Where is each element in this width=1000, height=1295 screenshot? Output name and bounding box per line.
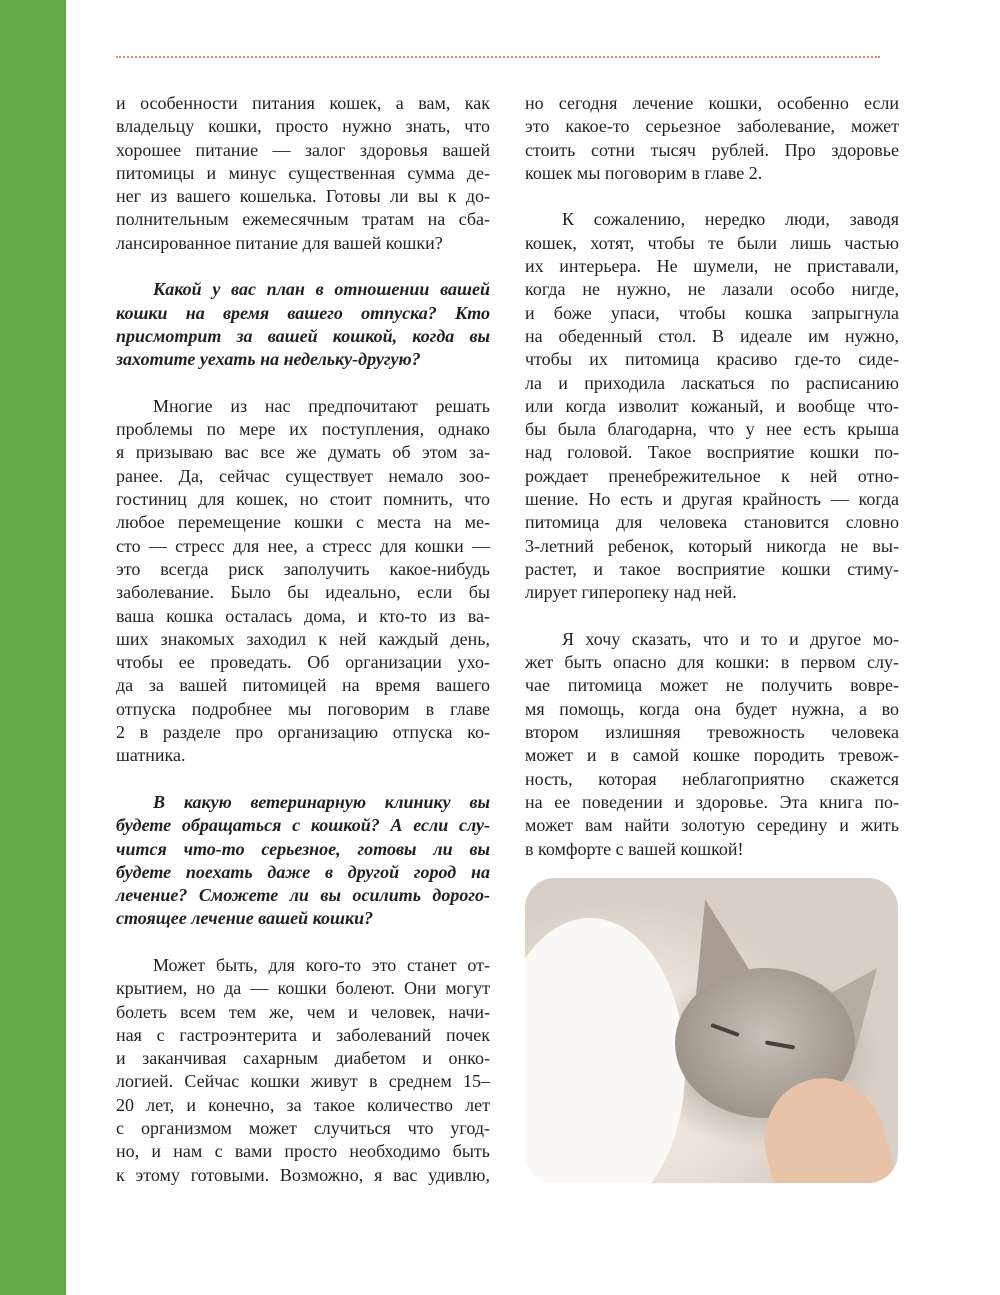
- question-paragraph: [116, 278, 490, 371]
- text-line: лечение? Сможете ли вы осилить дорого-: [116, 885, 490, 906]
- text-line: кошек, хотят, чтобы те были лишь частью: [525, 232, 899, 253]
- text-line: питомица для человека становится словно: [525, 512, 899, 533]
- text-line: ранее. Да, сейчас существует немало зоо-: [116, 465, 490, 486]
- photo-sleeve: [525, 918, 685, 1183]
- text-line: к этому готовыми. Возможно, я вас удивлю,: [116, 1164, 490, 1185]
- text-line: кошек мы поговорим в главе 2.: [525, 162, 763, 183]
- text-line: крытием, но да — кошки болеют. Они могут: [116, 978, 490, 999]
- text-line: с организмом может случиться что угод-: [116, 1118, 490, 1139]
- cat-photo: [525, 878, 898, 1183]
- question-paragraph: [116, 791, 490, 931]
- text-line: чтобы их питомица красиво где-то сиде-: [525, 349, 899, 370]
- text-line: К сожалению, нередко люди, заводя: [562, 209, 899, 230]
- text-line: втором излишняя тревожность человека: [525, 722, 899, 743]
- text-line: 3-летний ребенок, который никогда не вы-: [525, 535, 899, 556]
- text-line: да за вашей питомицей на время вашего: [116, 675, 490, 696]
- text-line: но, и нам с вами просто необходимо быть: [116, 1141, 490, 1162]
- text-line: и боже упаси, чтобы кошка запрыгнула: [525, 302, 899, 323]
- text-line: Какой у вас план в отношении вашей: [153, 279, 490, 300]
- text-line: шатника.: [116, 745, 186, 766]
- green-side-bar: [0, 0, 66, 1295]
- body-paragraph: [525, 92, 899, 185]
- text-line: и заканчивая сахарным диабетом и онко-: [116, 1048, 490, 1069]
- text-line: может и в самой кошке породить тревож-: [525, 745, 899, 766]
- dotted-header-rule: [116, 56, 880, 58]
- text-line: будете поехать даже в другой город на: [116, 861, 490, 882]
- text-line: чтобы ее проведать. Об организации ухо-: [116, 652, 490, 673]
- text-line: 2 в разделе про организацию отпуска ко-: [116, 722, 490, 743]
- text-line: шение. Но есть и другая крайность — когда: [525, 489, 899, 510]
- text-line: это всегда риск заполучить какое-нибудь: [116, 558, 490, 579]
- text-line: их интерьера. Не шумели, не приставали,: [525, 256, 899, 277]
- text-line: ла и приходила ласкаться по расписанию: [525, 372, 899, 393]
- left-text-column: [116, 92, 490, 1210]
- text-line: лирует гиперопеку над ней.: [525, 582, 737, 603]
- text-line: сто — стресс для нее, а стресс для кошки —: [116, 535, 490, 556]
- text-line: проблемы по мере их поступления, однако: [116, 419, 490, 440]
- text-line: владельцу кошки, просто нужно знать, что: [116, 116, 490, 137]
- text-line: хорошее питание — залог здоровья вашей: [116, 139, 490, 160]
- body-paragraph: [525, 628, 899, 861]
- text-line: рождает пренебрежительное к ней отно-: [525, 465, 899, 486]
- text-line: нег из вашего кошелька. Готовы ли вы к до-: [116, 186, 490, 207]
- text-line: жет быть опасно для кошки: в первом слу-: [525, 652, 899, 673]
- text-line: присмотрит за вашей кошкой, когда вы: [116, 325, 490, 346]
- text-line: может вам найти золотую середину и жить: [525, 815, 899, 836]
- text-line: отпуска подробнее мы поговорим в главе: [116, 698, 490, 719]
- text-line: стоящее лечение вашей кошки?: [116, 908, 374, 929]
- text-line: логией. Сейчас кошки живут в среднем 15–: [116, 1071, 490, 1092]
- text-line: мя помощь, когда она будет нужна, а во: [525, 698, 899, 719]
- body-paragraph: [116, 92, 490, 255]
- text-line: полнительным ежемесячным тратам на сба-: [116, 209, 490, 230]
- text-line: и особенности питания кошек, а вам, как: [116, 93, 490, 113]
- text-line: в комфорте с вашей кошкой!: [525, 838, 744, 859]
- text-line: я призываю вас все же думать об этом за-: [116, 442, 490, 463]
- text-line: гостиниц для кошек, но стоит помнить, что: [116, 489, 490, 510]
- text-line: это какое-то серьезное заболевание, может: [525, 116, 899, 137]
- text-line: ваша кошка осталась дома, и кто-то из ва-: [116, 605, 490, 626]
- text-line: чае питомица может не получить вовре-: [525, 675, 899, 696]
- text-line: ность, которая неблагоприятно скажется: [525, 768, 899, 789]
- text-line: ших знакомых заходил к ней каждый день,: [116, 628, 490, 649]
- text-line: лансированное питание для вашей кошки?: [116, 232, 443, 253]
- text-line: кошки на время вашего отпуска? Кто: [116, 302, 490, 323]
- text-line: над головой. Такое восприятие кошки по-: [525, 442, 899, 463]
- text-line: но сегодня лечение кошки, особенно если: [525, 93, 899, 113]
- text-line: Я хочу сказать, что и то и другое мо-: [562, 628, 899, 649]
- body-paragraph: [525, 208, 899, 604]
- text-line: 20 лет, и конечно, за такое количество лет: [116, 1094, 490, 1115]
- text-line: растет, и такое восприятие кошки стиму-: [525, 558, 899, 579]
- body-paragraph: [116, 954, 490, 1187]
- text-line: стоить сотни тысяч рублей. Про здоровье: [525, 139, 899, 160]
- text-line: Может быть, для кого-то это станет от-: [153, 954, 490, 975]
- text-line: заболевание. Было бы идеально, если бы: [116, 582, 490, 603]
- text-line: болеть всем тем же, чем и человек, начи-: [116, 1001, 490, 1022]
- text-line: будете обращаться с кошкой? А если слу-: [116, 815, 490, 836]
- text-line: ная с гастроэнтерита и заболеваний почек: [116, 1024, 490, 1045]
- text-line: питомицы и минус существенная сумма де-: [116, 162, 490, 183]
- text-line: на обеденный стол. В идеале им нужно,: [525, 325, 899, 346]
- text-line: захотите уехать на недельку-другую?: [116, 349, 421, 370]
- text-line: на ее поведении и здоровье. Эта книга по-: [525, 791, 899, 812]
- right-text-column: [525, 92, 899, 884]
- text-line: когда не нужно, не лазали особо нигде,: [525, 279, 899, 300]
- text-line: бы была благодарна, что у нее есть крыша: [525, 419, 899, 440]
- text-line: любое перемещение кошки с места на ме-: [116, 512, 490, 533]
- body-paragraph: [116, 395, 490, 768]
- text-line: чится что-то серьезное, готовы ли вы: [116, 838, 490, 859]
- text-line: В какую ветеринарную клинику вы: [153, 791, 490, 812]
- text-line: Многие из нас предпочитают решать: [153, 395, 490, 416]
- text-line: или когда изволит кожаный, и вообще что-: [525, 395, 899, 416]
